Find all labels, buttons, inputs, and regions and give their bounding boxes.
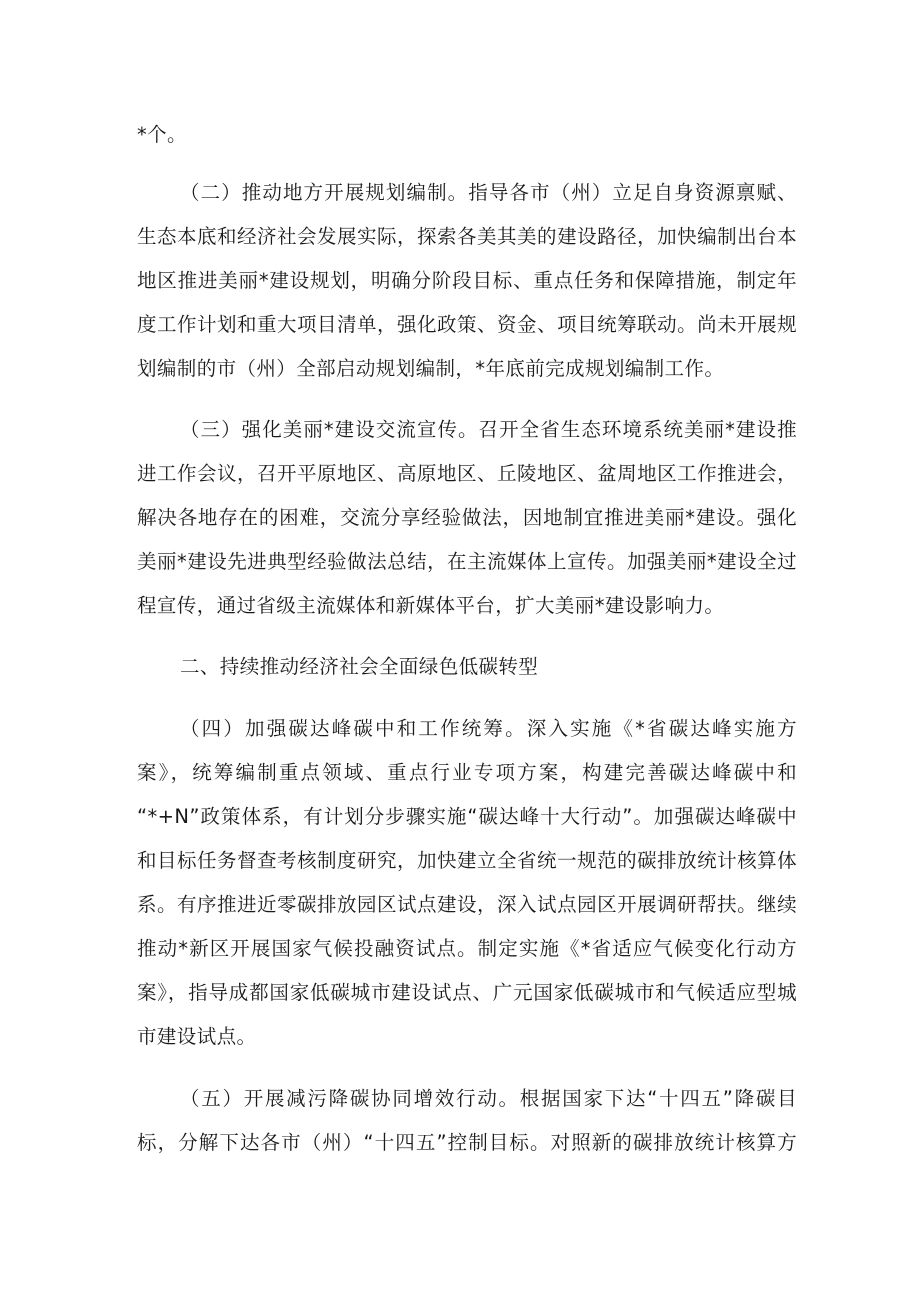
text-line: 程宣传，通过省级主流媒体和新媒体平台，扩大美丽*建设影响力。 <box>137 594 725 617</box>
text-line: 推动*新区开展国家气候投融资试点。制定实施《*省适应气候变化行动方 <box>137 937 797 960</box>
text-line: 案》，指导成都国家低碳城市建设试点、广元国家低碳城市和气候适应型城 <box>137 981 797 1004</box>
text-line: 系。有序推进近零碳排放园区试点建设，深入试点园区开展调研帮扶。继续 <box>137 893 797 916</box>
text-line: 解决各地存在的困难，交流分享经验做法，因地制宜推进美丽*建设。强化 <box>137 506 797 529</box>
section-heading: 二、持续推动经济社会全面绿色低碳转型 <box>180 655 539 678</box>
text-line: 和目标任务督查考核制度研究，加快建立全省统一规范的碳排放统计核算体 <box>137 849 797 872</box>
text-line: （四）加强碳达峰碳中和工作统筹。深入实施《*省碳达峰实施方 <box>180 717 797 740</box>
text-line: 进工作会议，召开平原地区、高原地区、丘陵地区、盆周地区工作推进会， <box>137 462 797 485</box>
text-line: 生态本底和经济社会发展实际，探索各美其美的建设路径，加快编制出台本 <box>137 225 797 248</box>
text-line: （五）开展减污降碳协同增效行动。根据国家下达“十四五”降碳目 <box>180 1087 797 1110</box>
text-line: *个。 <box>137 123 187 146</box>
text-line: （二）推动地方开展规划编制。指导各市（州）立足自身资源禀赋、 <box>180 181 797 204</box>
text-line: 度工作计划和重大项目清单，强化政策、资金、项目统筹联动。尚未开展规 <box>137 313 797 336</box>
text-line: （三）强化美丽*建设交流宣传。召开全省生态环境系统美丽*建设推 <box>180 418 797 441</box>
text-line: 市建设试点。 <box>137 1025 257 1048</box>
text-line: 标，分解下达各市（州）“十四五”控制目标。对照新的碳排放统计核算方 <box>137 1131 797 1154</box>
text-line: 案》，统筹编制重点领域、重点行业专项方案，构建完善碳达峰碳中和 <box>137 761 797 784</box>
text-line: 地区推进美丽*建设规划，明确分阶段目标、重点任务和保障措施，制定年 <box>137 269 797 292</box>
text-line: 美丽*建设先进典型经验做法总结，在主流媒体上宣传。加强美丽*建设全过 <box>137 550 797 573</box>
text-line: 划编制的市（州）全部启动规划编制，*年底前完成规划编制工作。 <box>137 357 725 380</box>
text-line: “*+N”政策体系，有计划分步骤实施“碳达峰十大行动”。加强碳达峰碳中 <box>137 805 797 828</box>
